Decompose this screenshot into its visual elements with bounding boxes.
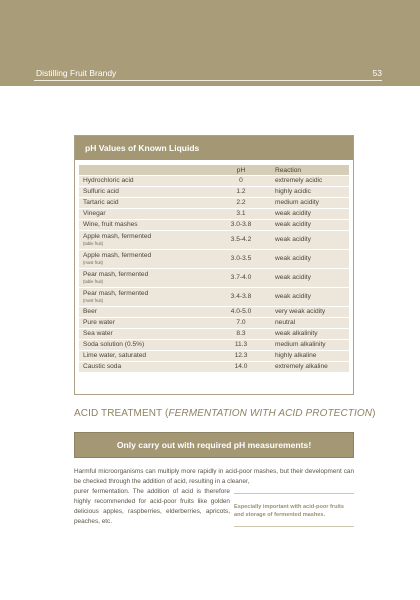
header-divider — [34, 80, 382, 81]
section-title-main: ACID TREATMENT ( — [74, 408, 169, 419]
liquid-cell — [79, 340, 211, 350]
liquid-note: (most fruit) — [83, 260, 104, 265]
page-number: 53 — [372, 68, 382, 78]
table-row — [79, 250, 349, 268]
liquid-name: Pure water — [83, 319, 115, 326]
liquid-name: Beer — [83, 308, 97, 315]
liquid-name: Pear mash, fermented — [83, 271, 149, 278]
column-header-reaction: Reaction — [271, 165, 349, 175]
ph-value-cell: 0 — [211, 176, 271, 186]
liquid-name: Tartaric acid — [83, 199, 119, 206]
section-title-italic: FERMENTATION WITH ACID PROTECTION — [168, 408, 373, 419]
ph-value-cell: 3.7-4.0 — [211, 269, 271, 287]
table-row — [79, 307, 349, 317]
table-row — [79, 269, 349, 287]
table-row — [79, 340, 349, 350]
liquid-cell — [79, 176, 211, 186]
liquid-name: Apple mash, fermented — [83, 252, 152, 259]
reaction-cell: weak acidity — [271, 231, 349, 249]
ph-table — [79, 164, 349, 373]
liquid-cell — [79, 187, 211, 197]
reaction-cell: weak acidity — [271, 269, 349, 287]
table-body — [79, 176, 349, 372]
ph-value-cell: 8.3 — [211, 329, 271, 339]
table-row — [79, 198, 349, 208]
reaction-cell: weak acidity — [271, 220, 349, 230]
reaction-cell: extremely acidic — [271, 176, 349, 186]
liquid-note: (table fruit) — [83, 279, 104, 284]
column-header-ph: pH — [211, 165, 271, 175]
table-row — [79, 329, 349, 339]
table-row — [79, 362, 349, 372]
liquid-cell — [79, 329, 211, 339]
liquid-cell — [79, 362, 211, 372]
table-row — [79, 288, 349, 306]
side-note: Especially important with acid-poor fruits and storage of fermented mashes. — [234, 493, 354, 527]
liquid-cell — [79, 209, 211, 219]
table-row — [79, 209, 349, 219]
liquid-cell — [79, 351, 211, 361]
reaction-cell: medium alkalinity — [271, 340, 349, 350]
ph-value-cell: 3.1 — [211, 209, 271, 219]
liquid-cell — [79, 269, 211, 287]
ph-value-cell: 4.0-5.0 — [211, 307, 271, 317]
table-header-row — [79, 165, 349, 175]
liquid-name: Hydrochloric acid — [83, 177, 134, 184]
table-title: pH Values of Known Liquids — [75, 136, 353, 160]
running-title: Distilling Fruit Brandy — [36, 68, 117, 78]
ph-value-cell: 2.2 — [211, 198, 271, 208]
liquid-name: Soda solution (0.5%) — [83, 341, 145, 348]
liquid-name: Vinegar — [83, 210, 106, 217]
liquid-cell — [79, 288, 211, 306]
liquid-cell — [79, 198, 211, 208]
reaction-cell: highly alkaline — [271, 351, 349, 361]
ph-value-cell: 11.3 — [211, 340, 271, 350]
liquid-cell — [79, 318, 211, 328]
ph-value-cell: 1.2 — [211, 187, 271, 197]
ph-table-box — [74, 135, 354, 395]
section-title-close: ) — [372, 408, 376, 419]
ph-value-cell: 3.0-3.5 — [211, 250, 271, 268]
ph-value-cell: 3.0-3.8 — [211, 220, 271, 230]
table-row — [79, 220, 349, 230]
reaction-cell: medium acidity — [271, 198, 349, 208]
reaction-cell: extremely alkaline — [271, 362, 349, 372]
reaction-cell: weak alkalinity — [271, 329, 349, 339]
column-header-liquid — [79, 165, 211, 175]
liquid-name: Sea water — [83, 330, 113, 337]
reaction-cell: neutral — [271, 318, 349, 328]
reaction-cell: very weak acidity — [271, 307, 349, 317]
liquid-name: Lime water, saturated — [83, 352, 147, 359]
liquid-cell — [79, 250, 211, 268]
table-row — [79, 176, 349, 186]
table-row — [79, 231, 349, 249]
liquid-note: (most fruit) — [83, 298, 104, 303]
liquid-name: Apple mash, fermented — [83, 233, 152, 240]
liquid-name: Wine, fruit mashes — [83, 221, 138, 228]
table-row — [79, 187, 349, 197]
table-row — [79, 351, 349, 361]
body-paragraph-continued: purer fermentation. The addition of acid is therefore highly recommended for acid-poor fruits like golden delicious apples, raspberries, elderberries, apricots, peaches, etc. — [74, 488, 230, 525]
ph-value-cell: 14.0 — [211, 362, 271, 372]
liquid-note: (table fruit) — [83, 241, 104, 246]
table-row — [79, 318, 349, 328]
reaction-cell: weak acidity — [271, 209, 349, 219]
ph-value-cell: 3.4-3.8 — [211, 288, 271, 306]
liquid-name: Caustic soda — [83, 363, 122, 370]
callout-banner: Only carry out with required pH measurements! — [74, 432, 354, 458]
reaction-cell: highly acidic — [271, 187, 349, 197]
liquid-name: Pear mash, fermented — [83, 290, 149, 297]
reaction-cell: weak acidity — [271, 250, 349, 268]
liquid-cell — [79, 231, 211, 249]
ph-value-cell: 12.3 — [211, 351, 271, 361]
reaction-cell: weak acidity — [271, 288, 349, 306]
ph-value-cell: 7.0 — [211, 318, 271, 328]
liquid-cell — [79, 220, 211, 230]
liquid-cell — [79, 307, 211, 317]
ph-value-cell: 3.5-4.2 — [211, 231, 271, 249]
section-title — [74, 408, 376, 419]
body-paragraph: Harmful microorganisms can multiply more rapidly in acid-poor mashes, but their development can be checked through the addition of acid, resulting in a cleaner, — [74, 468, 354, 485]
liquid-name: Sulfuric acid — [83, 188, 119, 195]
